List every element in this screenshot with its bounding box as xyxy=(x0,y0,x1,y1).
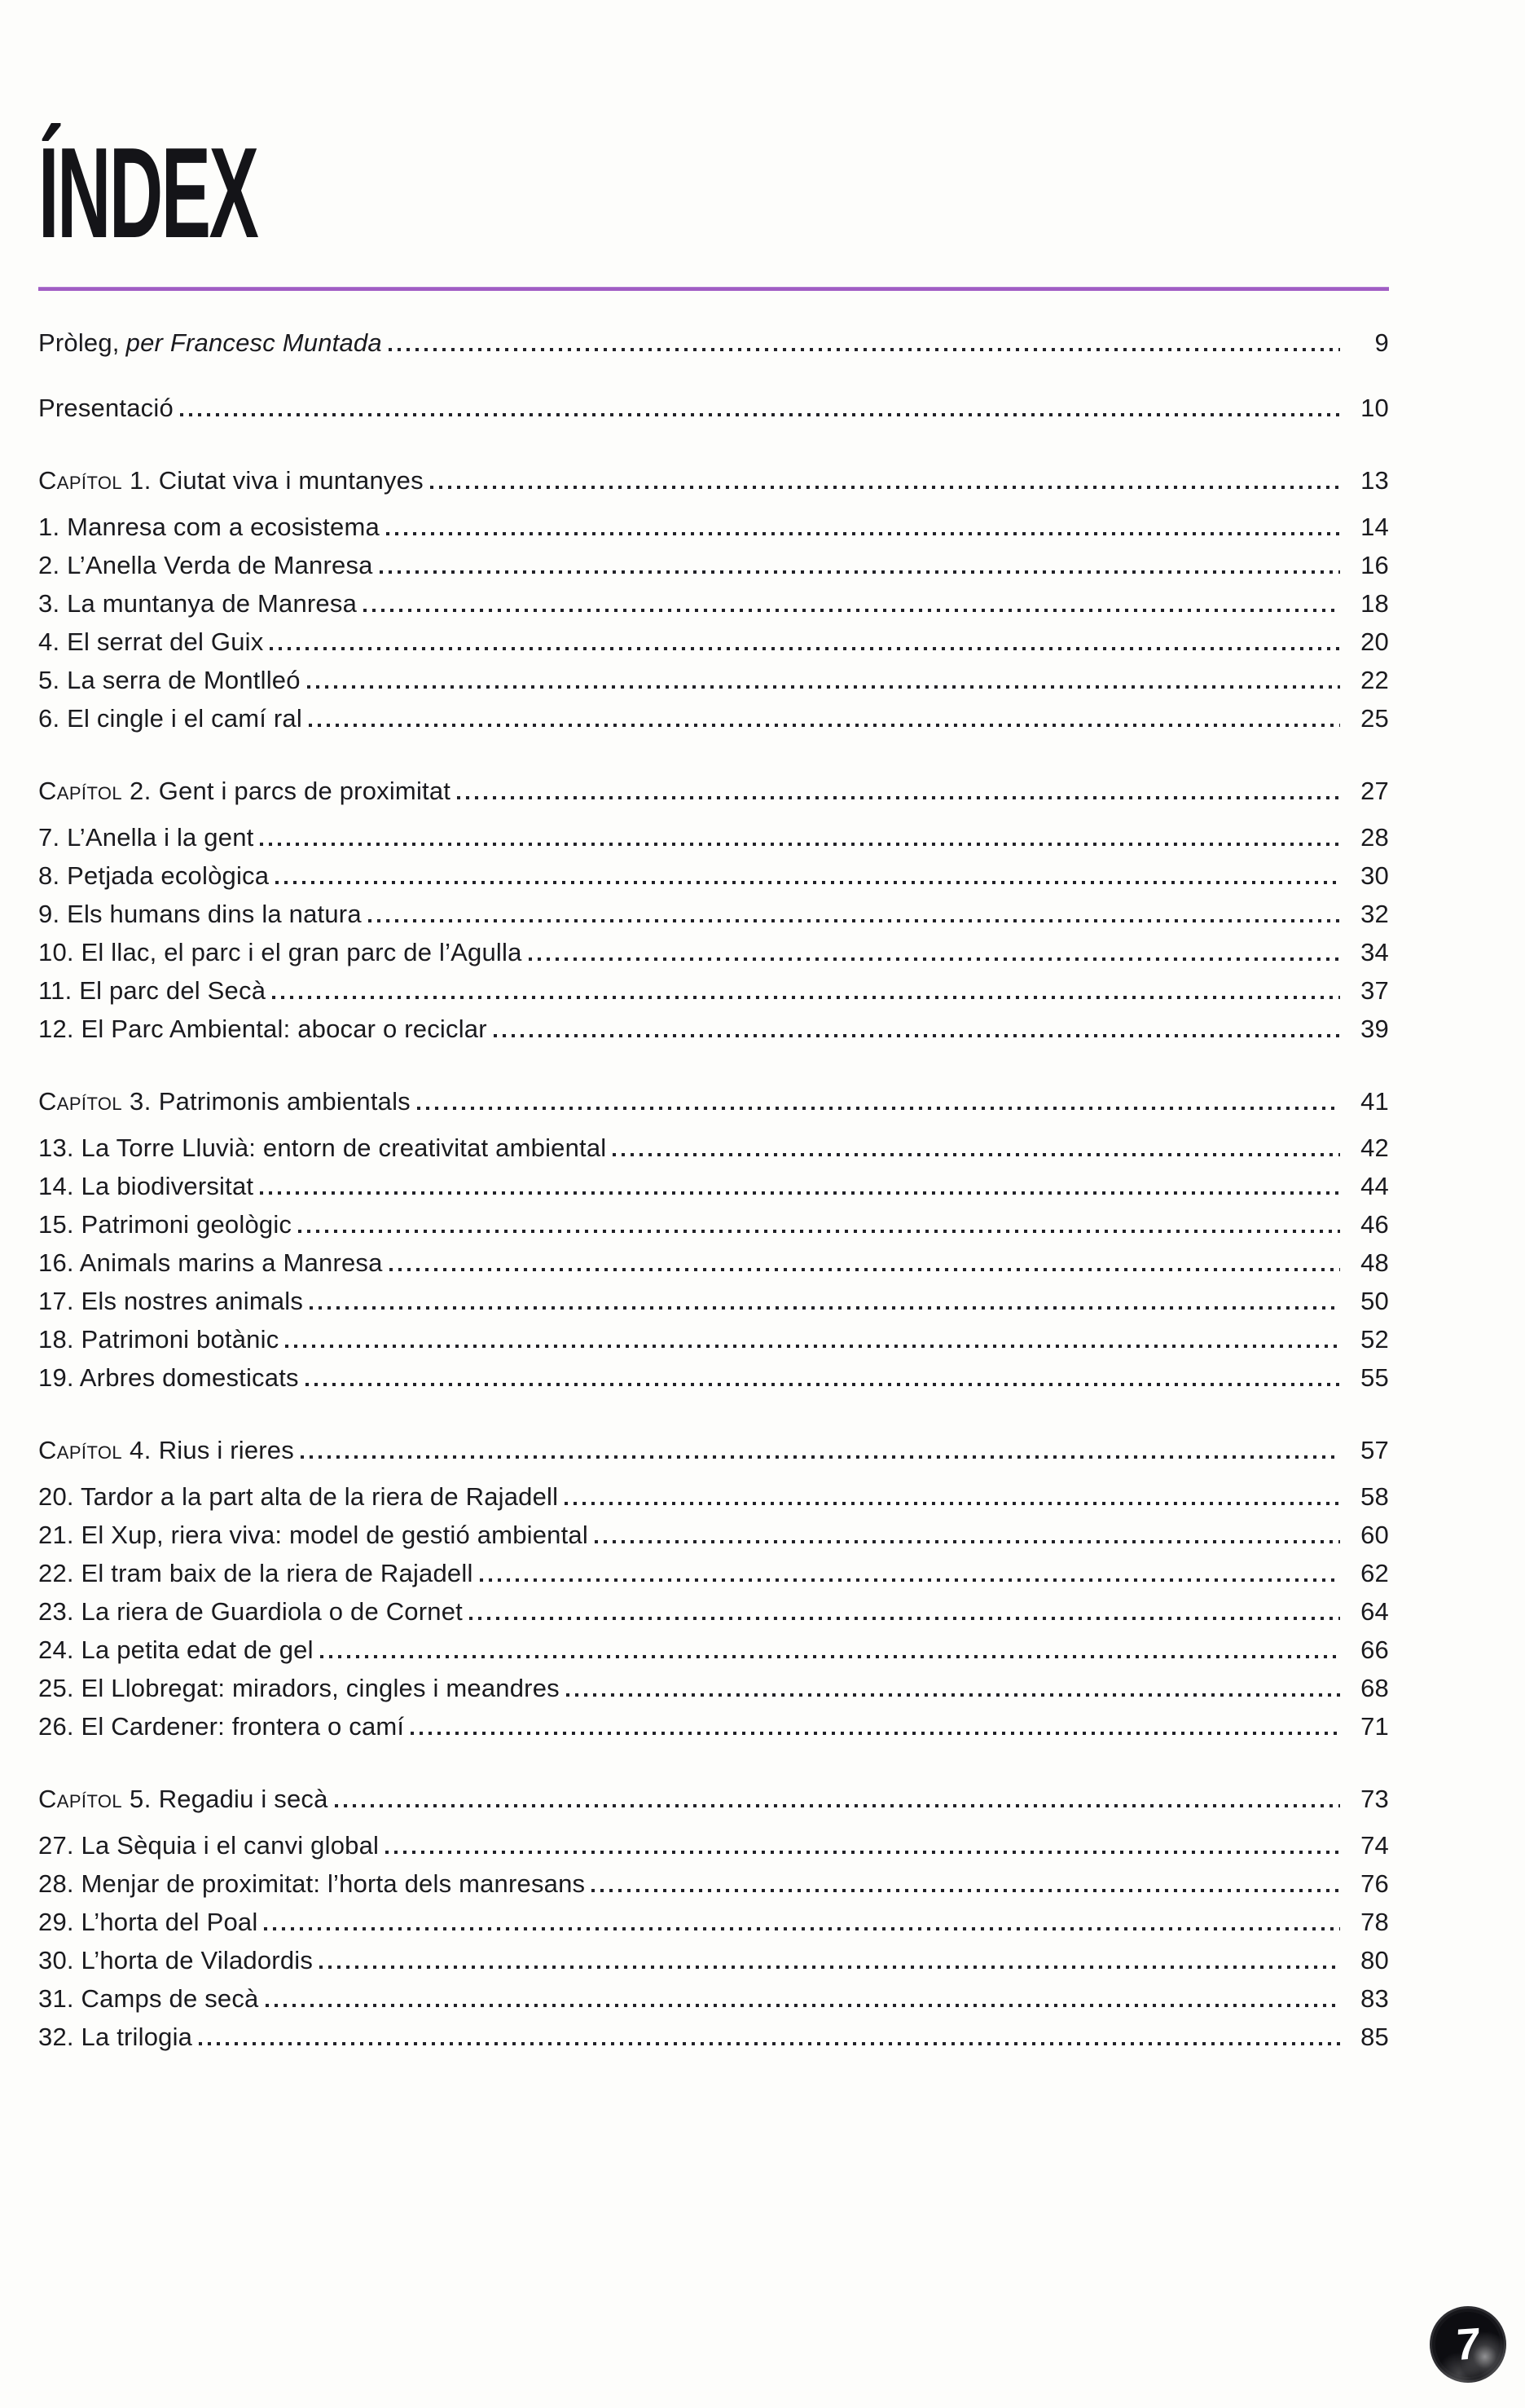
toc-entry xyxy=(38,1129,1389,1167)
page-number: 18 xyxy=(1360,588,1389,618)
entry-label-italic: per Francesc Muntada xyxy=(125,328,382,357)
entry-label: 15. Patrimoni geològic xyxy=(38,1209,292,1239)
page-number: 71 xyxy=(1360,1711,1389,1741)
dot-leader xyxy=(180,413,1340,416)
page-number: 22 xyxy=(1360,665,1389,694)
dot-leader xyxy=(613,1153,1340,1156)
toc-entry xyxy=(38,971,1389,1010)
toc-entry xyxy=(38,1358,1389,1397)
toc-entry xyxy=(38,1205,1389,1244)
folio-number: 7 xyxy=(1454,2318,1482,2371)
entry-label: 24. La petita edat de gel xyxy=(38,1635,314,1664)
chapter-heading xyxy=(38,772,1389,810)
entry-label: 14. La biodiversitat xyxy=(38,1171,254,1200)
toc-entry xyxy=(38,1979,1389,2018)
dot-leader xyxy=(264,1927,1340,1930)
dot-leader xyxy=(380,570,1340,574)
chapter-heading xyxy=(38,1082,1389,1120)
toc-entry-proleg xyxy=(38,324,1389,362)
entry-label: 11. El parc del Secà xyxy=(38,975,266,1005)
entry-label: 3. La muntanya de Manresa xyxy=(38,588,358,618)
entry-label: 19. Arbres domesticats xyxy=(38,1362,299,1392)
entry-label: 31. Camps de secà xyxy=(38,1983,259,2013)
toc-entry xyxy=(38,1903,1389,1941)
chapter-heading xyxy=(38,1780,1389,1818)
entry-label: 10. El llac, el parc i el gran parc de l’Agulla xyxy=(38,937,522,966)
toc-entry-presentacio xyxy=(38,389,1389,427)
chapter-label: Capítol 3. xyxy=(38,1086,152,1116)
page-number: 46 xyxy=(1360,1209,1389,1239)
entry-label: 7. L’Anella i la gent xyxy=(38,822,254,852)
page-number: 58 xyxy=(1360,1481,1389,1511)
page-number: 42 xyxy=(1360,1133,1389,1162)
entry-label: 20. Tardor a la part alta de la riera de Rajadell xyxy=(38,1481,559,1511)
page-number: 44 xyxy=(1360,1171,1389,1200)
page-number: 39 xyxy=(1360,1014,1389,1043)
page-number: 57 xyxy=(1360,1435,1389,1464)
chapter-title xyxy=(38,772,450,810)
dot-leader xyxy=(285,1345,1340,1348)
toc-entry xyxy=(38,508,1389,546)
entry-label: Pròleg, xyxy=(38,328,120,357)
toc-entry xyxy=(38,1631,1389,1669)
page-number: 28 xyxy=(1360,822,1389,852)
toc-entry xyxy=(38,1516,1389,1554)
page-number: 80 xyxy=(1360,1945,1389,1974)
dot-leader xyxy=(298,1230,1340,1233)
page-number: 14 xyxy=(1360,512,1389,541)
page-number: 62 xyxy=(1360,1558,1389,1587)
toc-entry xyxy=(38,584,1389,623)
chapter-label: Capítol 5. xyxy=(38,1784,152,1813)
dot-leader xyxy=(335,1804,1340,1807)
dot-leader xyxy=(386,532,1340,535)
chapter-label: Capítol 1. xyxy=(38,465,152,495)
dot-leader xyxy=(199,2042,1340,2045)
toc-entry xyxy=(38,546,1389,584)
toc-entry xyxy=(38,1167,1389,1205)
toc-entry xyxy=(38,661,1389,699)
table-of-contents xyxy=(38,324,1389,2056)
page-number: 73 xyxy=(1360,1784,1389,1813)
entry-label: 4. El serrat del Guix xyxy=(38,627,264,656)
entry-label: 23. La riera de Guardiola o de Cornet xyxy=(38,1596,463,1626)
entry-label: 18. Patrimoni botànic xyxy=(38,1324,279,1354)
toc-entry xyxy=(38,699,1389,737)
dot-leader xyxy=(529,957,1340,961)
dot-leader xyxy=(566,1693,1340,1697)
toc-entry xyxy=(38,2018,1389,2056)
chapter-heading xyxy=(38,461,1389,500)
page-number: 16 xyxy=(1360,550,1389,579)
entry-label: 28. Menjar de proximitat: l’horta dels manresans xyxy=(38,1869,586,1898)
page-title: ÍNDEX xyxy=(38,121,257,265)
dot-leader xyxy=(320,1655,1340,1658)
page-number: 9 xyxy=(1374,328,1389,357)
entry-label: 25. El Llobregat: miradors, cingles i meandres xyxy=(38,1673,560,1702)
dot-leader xyxy=(595,1540,1340,1543)
entry-label: 16. Animals marins a Manresa xyxy=(38,1248,383,1277)
dot-leader xyxy=(301,1455,1340,1459)
page-number: 25 xyxy=(1360,703,1389,733)
page-number: 27 xyxy=(1360,776,1389,805)
page-number: 30 xyxy=(1360,861,1389,890)
chapter-title xyxy=(38,1780,328,1818)
page-number: 37 xyxy=(1360,975,1389,1005)
dot-leader xyxy=(272,996,1340,999)
chapter-title xyxy=(38,1431,294,1469)
toc-entry xyxy=(38,1244,1389,1282)
toc-entry xyxy=(38,1941,1389,1979)
page-number: 34 xyxy=(1360,937,1389,966)
toc-entry xyxy=(38,1010,1389,1048)
page-number: 48 xyxy=(1360,1248,1389,1277)
entry-label: 5. La serra de Montlleó xyxy=(38,665,301,694)
dot-leader xyxy=(309,724,1340,727)
dot-leader xyxy=(469,1617,1340,1620)
page-number: 20 xyxy=(1360,627,1389,656)
dot-leader xyxy=(275,881,1340,884)
page-number: 50 xyxy=(1360,1286,1389,1315)
page-number: 78 xyxy=(1360,1907,1389,1936)
entry-label: 12. El Parc Ambiental: abocar o reciclar xyxy=(38,1014,487,1043)
chapter-title-text: Patrimonis ambientals xyxy=(158,1086,411,1116)
toc-entry xyxy=(38,1592,1389,1631)
page-number: 52 xyxy=(1360,1324,1389,1354)
title-rule xyxy=(38,287,1389,291)
page-number: 32 xyxy=(1360,899,1389,928)
toc-entry xyxy=(38,933,1389,971)
dot-leader xyxy=(266,2004,1341,2007)
entry-label: 13. La Torre Lluvià: entorn de creativitat ambiental xyxy=(38,1133,607,1162)
toc-entry xyxy=(38,1477,1389,1516)
dot-leader xyxy=(565,1502,1340,1505)
dot-leader xyxy=(417,1107,1340,1110)
dot-leader xyxy=(480,1578,1340,1582)
page-number: 60 xyxy=(1360,1520,1389,1549)
page-number: 55 xyxy=(1360,1362,1389,1392)
entry-label: Presentació xyxy=(38,393,174,422)
dot-leader xyxy=(389,348,1340,351)
page-number: 74 xyxy=(1360,1830,1389,1860)
toc-entry xyxy=(38,856,1389,895)
page-number: 66 xyxy=(1360,1635,1389,1664)
entry-label: 30. L’horta de Viladordis xyxy=(38,1945,314,1974)
folio-badge xyxy=(1430,2306,1506,2383)
dot-leader xyxy=(260,1191,1340,1195)
toc-entry xyxy=(38,818,1389,856)
entry-label: 22. El tram baix de la riera de Rajadell xyxy=(38,1558,473,1587)
dot-leader xyxy=(430,486,1340,489)
chapter-title-text: Regadiu i secà xyxy=(158,1784,328,1813)
entry-label: 8. Petjada ecològica xyxy=(38,861,270,890)
page-number: 64 xyxy=(1360,1596,1389,1626)
dot-leader xyxy=(310,1306,1340,1310)
entry-label: 1. Manresa com a ecosistema xyxy=(38,512,380,541)
page-number: 76 xyxy=(1360,1869,1389,1898)
dot-leader xyxy=(411,1732,1340,1735)
page-number: 13 xyxy=(1360,465,1389,495)
dot-leader xyxy=(363,609,1340,612)
toc-entry xyxy=(38,1554,1389,1592)
book-index-page xyxy=(0,121,1525,2408)
entry-label: 2. L’Anella Verda de Manresa xyxy=(38,550,373,579)
toc-entry xyxy=(38,1826,1389,1864)
page-number: 83 xyxy=(1360,1983,1389,2013)
dot-leader xyxy=(368,919,1340,922)
entry-label: 26. El Cardener: frontera o camí xyxy=(38,1711,405,1741)
dot-leader xyxy=(591,1889,1340,1892)
dot-leader xyxy=(319,1966,1340,1969)
toc-entry xyxy=(38,1864,1389,1903)
page-number: 41 xyxy=(1360,1086,1389,1116)
entry-label: 21. El Xup, riera viva: model de gestió ambiental xyxy=(38,1520,588,1549)
dot-leader xyxy=(494,1034,1340,1037)
dot-leader xyxy=(270,647,1340,650)
entry-label: 29. L’horta del Poal xyxy=(38,1907,258,1936)
chapter-label: Capítol 4. xyxy=(38,1435,152,1464)
entry-label: 6. El cingle i el camí ral xyxy=(38,703,302,733)
entry-label: 27. La Sèquia i el canvi global xyxy=(38,1830,380,1860)
toc-entry xyxy=(38,623,1389,661)
dot-leader xyxy=(457,796,1340,799)
dot-leader xyxy=(385,1851,1340,1854)
chapter-label: Capítol 2. xyxy=(38,776,152,805)
toc-entry xyxy=(38,895,1389,933)
dot-leader xyxy=(260,843,1340,846)
dot-leader xyxy=(307,685,1340,689)
toc-entry xyxy=(38,1282,1389,1320)
toc-entry xyxy=(38,1669,1389,1707)
chapter-title-text: Ciutat viva i muntanyes xyxy=(158,465,424,495)
entry-label: 9. Els humans dins la natura xyxy=(38,899,362,928)
chapter-title-text: Rius i rieres xyxy=(158,1435,294,1464)
entry-label: 32. La trilogia xyxy=(38,2022,193,2051)
chapter-title-text: Gent i parcs de proximitat xyxy=(158,776,451,805)
page-number: 10 xyxy=(1360,393,1389,422)
chapter-title xyxy=(38,1082,411,1120)
page-number: 68 xyxy=(1360,1673,1389,1702)
toc-entry xyxy=(38,1707,1389,1745)
page-number: 85 xyxy=(1360,2022,1389,2051)
entry-label: 17. Els nostres animals xyxy=(38,1286,304,1315)
chapter-title xyxy=(38,461,424,500)
dot-leader xyxy=(389,1268,1340,1271)
dot-leader xyxy=(305,1383,1340,1386)
toc-entry xyxy=(38,1320,1389,1358)
chapter-heading xyxy=(38,1431,1389,1469)
